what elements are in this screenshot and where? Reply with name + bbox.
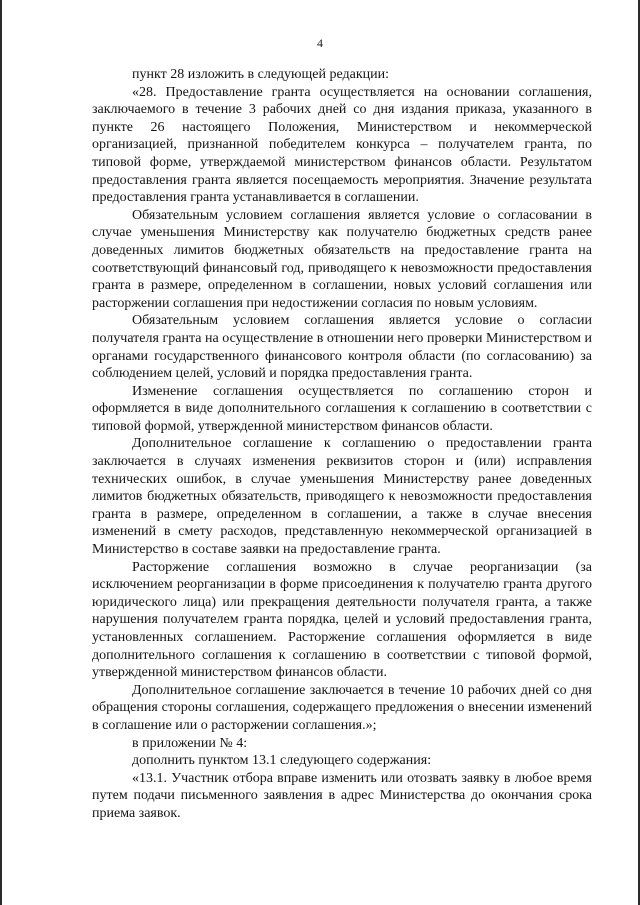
paragraph: Дополнительное соглашение к соглашению о предоставлении гранта заключается в случаях изменения реквизитов сторон и (или) исправления технических ошибок, в случае уменьшения Министерству ранее доведенных лимитов бюджетных обязательств, приводящего к невозможности предоставления гранта в размере, определенном в соглашении, а также в случае внесения изменений в смету расходов, представленную некоммерческой организацией в Министерство в составе заявки на предоставление гранта. [92, 436, 592, 558]
paragraph: Дополнительное соглашение заключается в течение 10 рабочих дней со дня обращения стороны соглашения, содержащего предложения о внесении изменений в соглашение или о расторжении соглашения.»; [92, 682, 592, 733]
paragraph: пункт 28 изложить в следующей редакции: [132, 67, 389, 82]
paragraph: Изменение соглашения осуществляется по соглашению сторон и оформляется в виде дополнительного соглашения к соглашению в соответствии с типовой формой, утвержденной министерством финансов области. [92, 383, 592, 434]
paragraph: в приложении № 4: [132, 735, 248, 751]
paragraph: Расторжение соглашения возможно в случае реорганизации (за исключением реорганизации в форме присоединения к получателю гранта другого юридического лица) или прекращения деятельности получателя гранта, а также нарушения получателем гранта порядка, целей и условий предоставления гранта, установленных соглашением. Расторжение соглашения оформляется в виде дополнительного соглашения к соглашению в соответствии с типовой формой, утвержденной министерством финансов области. [92, 559, 592, 681]
paragraph: «28. Предоставление гранта осуществляется на основании соглашения, заключаемого в течение 3 рабочих дней со дня издания приказа, указанного в пункте 26 настоящего Положения, Министерством и некоммерческой организацией, признанной победителем конкурса – получателем гранта, по типовой форме, утверждаемой министерством финансов области. Результатом предоставления гранта является посещаемость мероприятия. Значение результата предоставления гранта устанавливается в соглашении. [92, 84, 592, 206]
paragraph: Обязательным условием соглашения является условие о согласовании в случае уменьшения Министерству как получателю бюджетных средств ранее доведенных лимитов бюджетных обязательств на предоставление гранта на соответствующий финансовый год, приводящего к невозможности предоставления гранта в размере, определенном в соглашении, новых условий соглашения или расторжении соглашения при недостижении согласия по новым условиям. [92, 207, 592, 311]
document-body [92, 66, 592, 823]
paragraph: «13.1. Участник отбора вправе изменить или отозвать заявку в любое время путем подачи письменного заявления в адрес Министерства до окончания срока приема заявок. [92, 770, 592, 821]
paragraph: Обязательным условием соглашения является условие о согласии получателя гранта на осуществление в отношении него проверки Министерством и органами государственного финансового контроля области (по согласованию) за соблюдением целей, условий и порядка предоставления гранта. [92, 313, 592, 382]
paragraph: дополнить пунктом 13.1 следующего содержания: [132, 753, 432, 769]
page-number: 4 [317, 36, 323, 50]
